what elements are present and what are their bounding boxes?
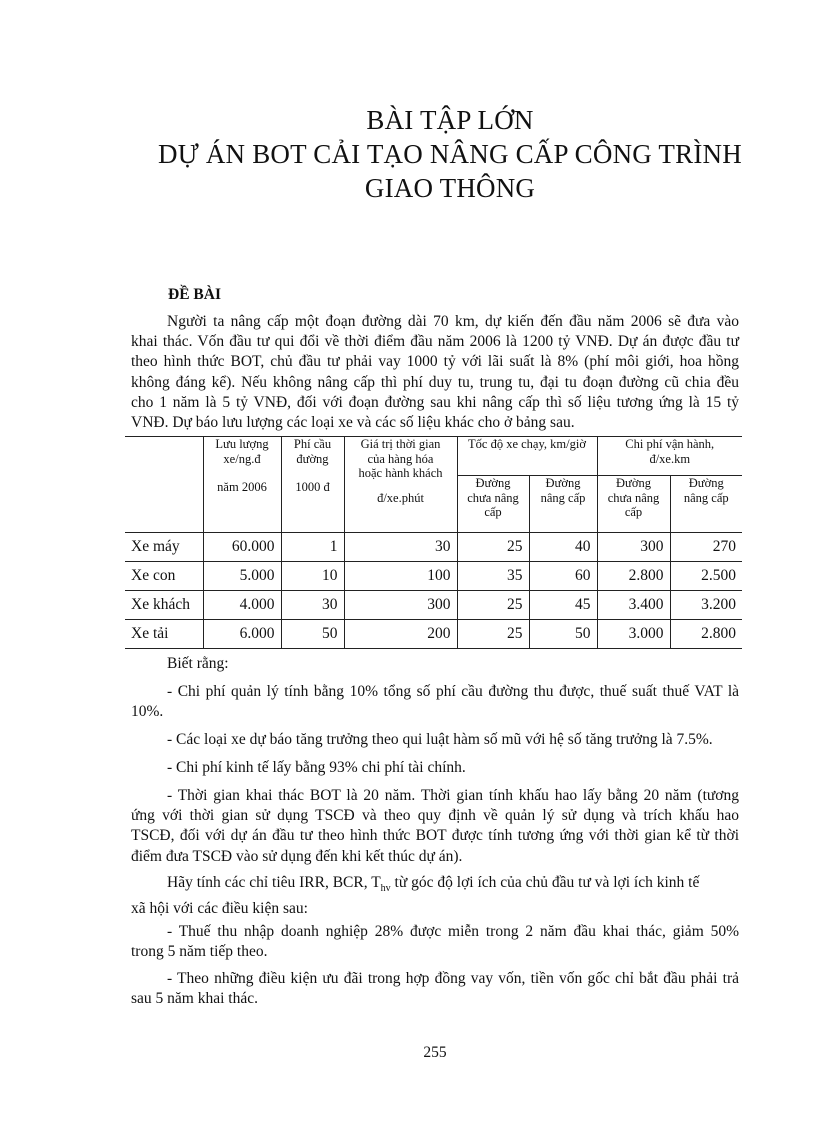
table-corner-cell: [125, 437, 203, 533]
intro-line: Người ta nâng cấp một đoạn đường dài 70 km, dự kiến đến đầu năm 2006 sẽ đưa vào: [167, 313, 739, 330]
condition-depreciation: - Thời gian khai thác BOT là 20 năm. Thời gian tính khấu hao lấy bằng 20 năm (tương ứng với thời gian sử dụng TSCĐ và theo quy định về quản lý sử dụng và trích khấu hao TSCĐ, đối với dự án đầu tư theo hình thức BOT được tính tương ứng với thời gian kể từ thời điểm đưa TSCĐ vào sử dụng đến khi kết thúc dự án).: [131, 787, 739, 865]
condition-income-tax: - Thuế thu nhập doanh nghiệp 28% được miễn trong 2 năm đầu khai thác, giảm 50% trong 5 năm tiếp theo.: [131, 923, 739, 961]
table-row: Xe máy 60.000 1 30 25 40 300 270: [125, 533, 742, 562]
table-row: Xe khách 4.000 30 300 25 45 3.400 3.200: [125, 591, 742, 620]
header-operating-cost: Chi phí vận hành, đ/xe.km: [597, 437, 742, 476]
intro-line: khai thác. Vốn đầu tư qui đổi về thời điểm đầu năm 2006 là 1200 tỷ VNĐ. Dự án được đầu tư: [131, 333, 739, 351]
traffic-data-table: [125, 436, 742, 649]
title-line-2: DỰ ÁN BOT CẢI TẠO NÂNG CẤP CÔNG TRÌNH: [158, 139, 742, 169]
intro-line: không đáng kể). Nếu không nâng cấp thì phí duy tu, trung tu, đại tu đoạn đường cũ chia đều: [131, 373, 739, 391]
header-speed-old: Đường chưa nâng cấp: [457, 476, 529, 533]
table-row: Xe con 5.000 10 100 35 60 2.800 2.500: [125, 562, 742, 591]
intro-line: cho 1 năm là 5 tỷ VNĐ, đối với đoạn đường sau khi nâng cấp thì số liệu tương ứng là 15 tỷ: [131, 393, 739, 411]
condition-loan-repayment: - Theo những điều kiện ưu đãi trong hợp đồng vay vốn, tiền vốn gốc chỉ bắt đầu phải trả sau 5 năm khai thác.: [131, 970, 739, 1008]
header-cost-new: Đường nâng cấp: [670, 476, 742, 533]
intro-paragraph: [131, 312, 739, 433]
condition-growth: - Các loại xe dự báo tăng trưởng theo qui luật hàm số mũ với hệ số tăng trưởng là 7.5%.: [167, 731, 713, 748]
page-number: 255: [423, 1044, 447, 1061]
header-speed-new: Đường nâng cấp: [529, 476, 597, 533]
known-label: Biết rằng:: [167, 655, 229, 672]
intro-line: theo hình thức BOT, chủ đầu tư phải vay 1000 tỷ với lãi suất là 8% (phí môi giới, hoa hồng: [131, 353, 739, 371]
header-cost-old: Đường chưa nâng cấp: [597, 476, 670, 533]
header-time-value: Giá trị thời gian của hàng hóa hoặc hành khách đ/xe.phút: [344, 437, 457, 533]
table-row: Xe tải 6.000 50 200 25 50 3.000 2.800: [125, 620, 742, 649]
condition-economic-cost: - Chi phí kinh tế lấy bằng 93% chi phí tài chính.: [167, 759, 466, 776]
header-speed: Tốc độ xe chạy, km/giờ: [457, 437, 597, 476]
header-toll: Phí cầu đường 1000 đ: [281, 437, 344, 533]
page-title: [0, 103, 816, 205]
intro-line: VNĐ. Dự báo lưu lượng các loại xe và các số liệu khác cho ở bảng sau.: [131, 414, 575, 432]
task-paragraph: Hãy tính các chỉ tiêu IRR, BCR, $T_{hv}$ từ góc độ lợi ích của chủ đầu tư và lợi ích kinh tế xã hội với các điều kiện sau:: [131, 874, 700, 918]
header-flow: Lưu lượng xe/ng.đ năm 2006: [203, 437, 281, 533]
title-line-3: GIAO THÔNG: [364, 173, 536, 203]
title-line-1: BÀI TẬP LỚN: [366, 105, 534, 135]
section-heading: ĐỀ BÀI: [168, 286, 221, 303]
condition-management-cost: - Chi phí quản lý tính bằng 10% tổng số phí cầu đường thu được, thuế suất thuế VAT là 10%.: [131, 683, 739, 721]
